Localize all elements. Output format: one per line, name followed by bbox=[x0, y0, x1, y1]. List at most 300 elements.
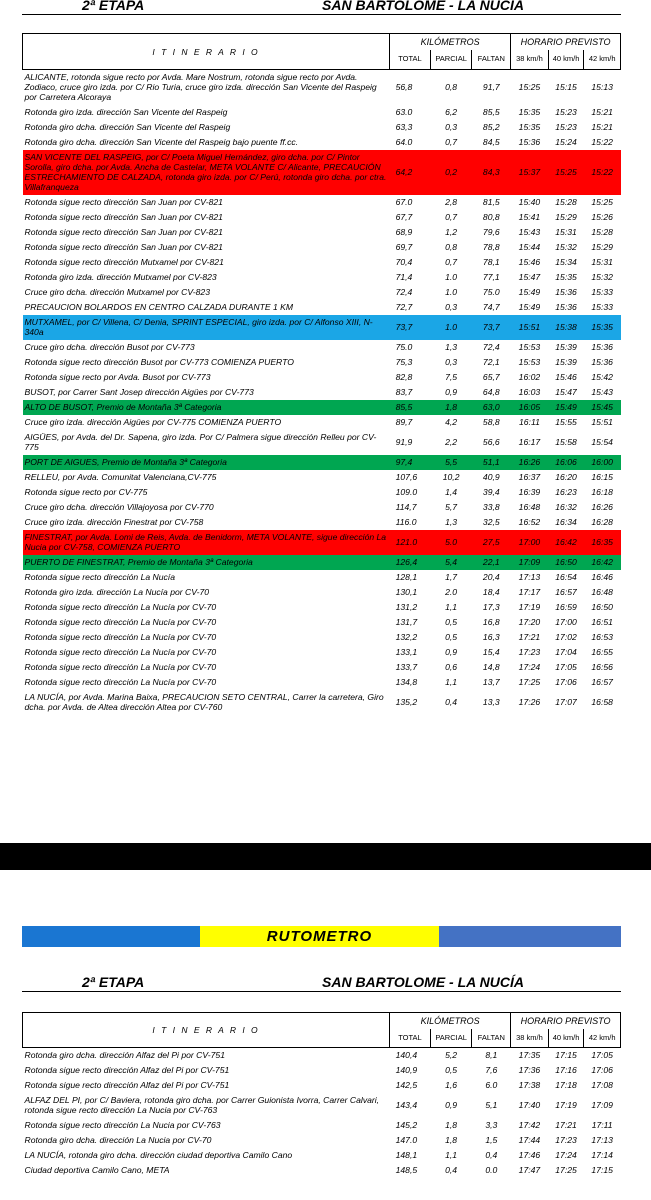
row-parcial: 0,7 bbox=[445, 212, 458, 222]
row-t42: 16:46 bbox=[591, 572, 613, 582]
row-t40: 17:15 bbox=[555, 1050, 577, 1061]
row-parcial: 1,3 bbox=[445, 342, 458, 352]
row-total: 72,4 bbox=[395, 287, 413, 297]
table-row bbox=[23, 1063, 621, 1078]
row-faltan: 84,3 bbox=[472, 150, 511, 195]
row-t38: 15:49 bbox=[518, 302, 541, 312]
row-parcial: 2.0 bbox=[445, 587, 458, 597]
row-description: Rotonda giro izda. dirección La Nucía por CV-70 bbox=[24, 587, 210, 597]
row-faltan: 72,4 bbox=[482, 342, 500, 352]
row-parcial: 0,4 bbox=[445, 697, 458, 707]
route-label: SAN BARTOLOME - LA NUCÍA bbox=[322, 974, 524, 990]
row-t38: 15:41 bbox=[518, 212, 541, 222]
table-row bbox=[23, 195, 621, 210]
row-t40: 16:42 bbox=[548, 530, 584, 555]
row-t38: 17:44 bbox=[518, 1135, 541, 1145]
row-total: 132,2 bbox=[395, 632, 418, 642]
row-t42: 16:53 bbox=[591, 632, 613, 642]
header-42kmh: 42 km/h bbox=[584, 50, 621, 70]
row-total: 134,8 bbox=[395, 677, 418, 687]
table-row bbox=[23, 690, 621, 715]
row-t38: 17:23 bbox=[518, 647, 541, 657]
row-t40: 16:32 bbox=[555, 502, 577, 512]
row-parcial: 0,5 bbox=[445, 617, 458, 627]
row-t40: 16:50 bbox=[548, 555, 584, 570]
row-t40: 17:05 bbox=[555, 662, 577, 672]
row-t38: 17:25 bbox=[518, 677, 541, 687]
row-parcial: 10,2 bbox=[442, 472, 460, 482]
row-description: Rotonda giro dcha. dirección La Nucia por CV-70 bbox=[24, 1135, 212, 1145]
row-t42: 16:51 bbox=[591, 617, 613, 627]
row-parcial: 0,8 bbox=[445, 242, 458, 252]
row-t40: 17:06 bbox=[555, 677, 577, 687]
row-t42: 16:42 bbox=[584, 555, 621, 570]
row-t42: 16:28 bbox=[591, 517, 613, 527]
row-t40: 17:16 bbox=[555, 1065, 577, 1075]
row-t40: 15:29 bbox=[555, 212, 577, 222]
table-body bbox=[23, 1048, 621, 1178]
row-total: 116.0 bbox=[395, 517, 417, 527]
row-t42: 15:28 bbox=[591, 227, 613, 237]
row-parcial: 0,3 bbox=[445, 357, 458, 367]
row-faltan: 5,1 bbox=[485, 1100, 498, 1110]
header-parcial: PARCIAL bbox=[430, 1029, 472, 1048]
row-parcial: 5,5 bbox=[430, 455, 472, 470]
stage-header bbox=[22, 0, 621, 15]
row-t42: 17:14 bbox=[591, 1150, 613, 1160]
row-t42: 15:45 bbox=[584, 400, 621, 415]
table-row bbox=[23, 430, 621, 455]
table-row bbox=[23, 400, 621, 415]
table-row bbox=[23, 355, 621, 370]
row-t42: 15:43 bbox=[591, 387, 613, 397]
row-total: 85,5 bbox=[390, 400, 431, 415]
row-total: 72,7 bbox=[395, 302, 413, 312]
row-t40: 15:34 bbox=[555, 257, 577, 267]
row-t40: 15:23 bbox=[555, 122, 577, 132]
row-total: 147.0 bbox=[395, 1135, 418, 1145]
row-t42: 15:42 bbox=[591, 372, 613, 382]
row-faltan: 7,6 bbox=[485, 1065, 498, 1075]
row-description: BUSOT, por Carrer Sant Josep dirección Aigües por CV-773 bbox=[24, 387, 254, 397]
table-row bbox=[23, 255, 621, 270]
row-parcial: 0,7 bbox=[445, 257, 458, 267]
row-t42: 16:35 bbox=[584, 530, 621, 555]
row-t38: 15:35 bbox=[518, 107, 541, 117]
row-t38: 16:02 bbox=[518, 372, 541, 382]
header-kilometros: KILÓMETROS bbox=[390, 1013, 511, 1029]
row-description: Rotonda sigue recto dirección La Nucia por CV-763 bbox=[24, 1120, 221, 1130]
row-t38: 17:17 bbox=[518, 587, 541, 597]
row-t38: 17:24 bbox=[518, 662, 541, 672]
row-parcial: 5,4 bbox=[430, 555, 472, 570]
row-description: FINESTRAT, por Avda. Lomi de Reis, Avda. de Benidorm, META VOLANTE, sigue dirección La Nucia por CV-758, COMIENZA PUERTO bbox=[23, 530, 390, 555]
row-description: Rotonda giro izda. dirección Mutxamel por CV-823 bbox=[24, 272, 217, 282]
row-description: Rotonda sigue recto dirección Busot por CV-773 COMIENZA PUERTO bbox=[24, 357, 294, 367]
row-faltan: 33,8 bbox=[482, 502, 500, 512]
table-header bbox=[23, 34, 621, 70]
table-row bbox=[23, 470, 621, 485]
table-row bbox=[23, 675, 621, 690]
row-t42: 17:05 bbox=[591, 1050, 613, 1061]
row-faltan: 51,1 bbox=[472, 455, 511, 470]
row-parcial: 0,4 bbox=[445, 1165, 458, 1175]
row-total: 107,6 bbox=[395, 472, 418, 482]
row-total: 73,7 bbox=[390, 315, 431, 340]
row-t40: 17:04 bbox=[555, 647, 577, 657]
table-row bbox=[23, 385, 621, 400]
page-divider bbox=[0, 843, 651, 870]
row-total: 67,7 bbox=[395, 212, 413, 222]
table-row bbox=[23, 500, 621, 515]
row-t38: 15:51 bbox=[511, 315, 549, 340]
header-horario: HORARIO PREVISTO bbox=[511, 1013, 621, 1029]
row-faltan: 79,6 bbox=[482, 227, 500, 237]
row-t38: 15:47 bbox=[518, 272, 541, 282]
row-total: 91,9 bbox=[395, 437, 413, 447]
header-faltan: FALTAN bbox=[472, 1029, 511, 1048]
table-row bbox=[23, 1048, 621, 1063]
row-t38: 15:25 bbox=[518, 82, 541, 93]
row-t42: 17:11 bbox=[591, 1120, 613, 1130]
row-t38: 17:42 bbox=[518, 1120, 541, 1130]
banner-left-block bbox=[22, 926, 200, 947]
header-38kmh: 38 km/h bbox=[511, 50, 549, 70]
row-t40: 15:58 bbox=[555, 437, 577, 447]
row-parcial: 1,4 bbox=[445, 487, 458, 497]
row-faltan: 85,2 bbox=[482, 122, 500, 132]
row-t40: 15:49 bbox=[548, 400, 584, 415]
row-t42: 16:15 bbox=[591, 472, 613, 482]
row-description: Rotonda giro dcha. dirección Alfaz del Pi por CV-751 bbox=[24, 1050, 225, 1061]
row-t42: 15:33 bbox=[591, 287, 613, 297]
row-total: 82,8 bbox=[395, 372, 413, 382]
row-t38: 16:39 bbox=[518, 487, 541, 497]
row-t40: 15:47 bbox=[555, 387, 577, 397]
row-parcial: 6,2 bbox=[445, 107, 458, 117]
row-t40: 17:00 bbox=[555, 617, 577, 627]
table-row bbox=[23, 340, 621, 355]
row-faltan: 78,1 bbox=[482, 257, 500, 267]
row-faltan: 81,5 bbox=[482, 197, 500, 207]
row-total: 114,7 bbox=[395, 502, 417, 512]
table-row bbox=[23, 240, 621, 255]
row-t38: 15:40 bbox=[518, 197, 541, 207]
row-parcial: 1,1 bbox=[445, 677, 458, 687]
row-faltan: 16,8 bbox=[482, 617, 500, 627]
table-row bbox=[23, 1163, 621, 1178]
row-t38: 16:48 bbox=[518, 502, 541, 512]
row-t40: 17:25 bbox=[555, 1165, 577, 1175]
row-parcial: 1,8 bbox=[445, 1135, 458, 1145]
row-description: Rotonda giro dcha. dirección San Vicente del Raspeig bbox=[24, 122, 231, 132]
row-total: 64.0 bbox=[395, 137, 413, 147]
row-faltan: 40,9 bbox=[482, 472, 500, 482]
table-row bbox=[23, 1093, 621, 1118]
row-t38: 15:35 bbox=[518, 122, 541, 132]
row-parcial: 1,7 bbox=[445, 572, 458, 582]
table-header bbox=[23, 1013, 621, 1048]
row-t42: 16:26 bbox=[591, 502, 613, 512]
table-row bbox=[23, 150, 621, 195]
row-faltan: 65,7 bbox=[482, 372, 500, 382]
row-t38: 16:03 bbox=[518, 387, 541, 397]
row-t40: 16:59 bbox=[555, 602, 577, 612]
row-total: 128,1 bbox=[395, 572, 418, 582]
banner-title: RUTOMETRO bbox=[200, 926, 439, 947]
header-40kmh: 40 km/h bbox=[548, 1029, 584, 1048]
row-t40: 17:02 bbox=[555, 632, 577, 642]
row-total: 75,3 bbox=[395, 357, 413, 367]
row-t42: 15:36 bbox=[591, 342, 613, 352]
row-parcial: 5,7 bbox=[445, 502, 458, 512]
row-t38: 16:26 bbox=[511, 455, 549, 470]
row-t42: 16:48 bbox=[591, 587, 613, 597]
table-row bbox=[23, 615, 621, 630]
row-description: Rotonda sigue recto dirección La Nucía por CV-70 bbox=[24, 647, 217, 657]
row-description: Rotonda sigue recto dirección La Nucía por CV-70 bbox=[24, 677, 217, 687]
row-faltan: 56,6 bbox=[482, 437, 500, 447]
row-parcial: 1,6 bbox=[445, 1080, 458, 1090]
row-parcial: 0,3 bbox=[445, 122, 458, 132]
row-description: Rotonda giro izda. dirección San Vicente del Raspeig bbox=[24, 107, 228, 117]
row-faltan: 1,5 bbox=[485, 1135, 498, 1145]
row-parcial: 0,2 bbox=[430, 150, 472, 195]
row-parcial: 0,6 bbox=[445, 662, 458, 672]
row-t40: 15:36 bbox=[555, 287, 577, 297]
row-t42: 15:21 bbox=[591, 122, 613, 132]
row-description: Rotonda sigue recto dirección La Nucía por CV-70 bbox=[24, 662, 217, 672]
row-total: 67.0 bbox=[395, 197, 413, 207]
row-total: 97,4 bbox=[390, 455, 431, 470]
row-t40: 15:28 bbox=[555, 197, 577, 207]
row-t42: 15:13 bbox=[591, 82, 613, 93]
row-description: Rotonda sigue recto dirección La Nucía bbox=[24, 572, 175, 582]
header-itinerario: I T I N E R A R I O bbox=[23, 1013, 390, 1048]
row-parcial: 0,8 bbox=[445, 82, 458, 93]
row-parcial: 0,9 bbox=[445, 1100, 458, 1110]
row-faltan: 84,5 bbox=[482, 137, 500, 147]
row-faltan: 22,1 bbox=[472, 555, 511, 570]
row-faltan: 78,8 bbox=[482, 242, 500, 252]
row-t42: 15:51 bbox=[591, 417, 613, 427]
row-t42: 15:21 bbox=[591, 107, 613, 117]
row-t40: 15:46 bbox=[555, 372, 577, 382]
row-t42: 16:55 bbox=[591, 647, 613, 657]
row-description: Rotonda sigue recto por CV-775 bbox=[24, 487, 148, 497]
row-faltan: 16,3 bbox=[482, 632, 500, 642]
row-parcial: 1,1 bbox=[445, 1150, 458, 1160]
table-row bbox=[23, 530, 621, 555]
row-t42: 17:15 bbox=[591, 1165, 613, 1175]
row-parcial: 1,8 bbox=[430, 400, 472, 415]
stage-header-2 bbox=[22, 974, 621, 992]
row-t38: 17:40 bbox=[518, 1100, 541, 1110]
row-description: LA NUCÍA, por Avda. Marina Baixa, PRECAUCION SETO CENTRAL, Carrer la carretera, Giro dcha. por Avda. de Altea dirección Altea por CV-760 bbox=[24, 692, 384, 712]
table-row bbox=[23, 485, 621, 500]
header-40kmh: 40 km/h bbox=[548, 50, 584, 70]
row-description: Rotonda sigue recto dirección La Nucía por CV-70 bbox=[24, 617, 217, 627]
table-row bbox=[23, 1078, 621, 1093]
row-parcial: 4,2 bbox=[445, 417, 458, 427]
table-row bbox=[23, 570, 621, 585]
header-42kmh: 42 km/h bbox=[584, 1029, 621, 1048]
row-faltan: 13,3 bbox=[482, 697, 500, 707]
row-description: ALICANTE, rotonda sigue recto por Avda. Mare Nostrum, rotonda sigue recto por Avda. Zodiaco, cruce giro izda. por C/ Rio Turia, cruce giro izda. dirección San Vicente del Raspeig por Carretera Alcoraya bbox=[24, 72, 377, 103]
row-faltan: 18,4 bbox=[482, 587, 500, 597]
table-row bbox=[23, 515, 621, 530]
row-total: 63,3 bbox=[395, 122, 413, 132]
row-description: Rotonda giro dcha. dirección San Vicente del Raspeig bajo puente ff.cc. bbox=[24, 137, 299, 147]
row-faltan: 74,7 bbox=[482, 302, 500, 312]
row-t42: 15:31 bbox=[591, 257, 613, 267]
row-parcial: 5.0 bbox=[430, 530, 472, 555]
row-t40: 15:39 bbox=[555, 357, 577, 367]
row-t40: 15:32 bbox=[555, 242, 577, 252]
row-description: Cruce giro dcha. dirección Busot por CV-773 bbox=[24, 342, 195, 352]
row-description: Rotonda sigue recto dirección La Nucía por CV-70 bbox=[24, 632, 217, 642]
row-parcial: 1.0 bbox=[445, 272, 458, 282]
row-t40: 16:34 bbox=[555, 517, 577, 527]
table-row bbox=[23, 1118, 621, 1133]
header-total: TOTAL bbox=[390, 50, 431, 70]
table-row bbox=[23, 600, 621, 615]
row-total: 142,5 bbox=[395, 1080, 418, 1090]
header-38kmh: 38 km/h bbox=[511, 1029, 549, 1048]
row-t40: 15:38 bbox=[548, 315, 584, 340]
table-row bbox=[23, 300, 621, 315]
row-total: 131,7 bbox=[395, 617, 418, 627]
row-parcial: 0,7 bbox=[445, 137, 458, 147]
row-total: 70,4 bbox=[395, 257, 413, 267]
row-faltan: 20,4 bbox=[482, 572, 500, 582]
row-description: Rotonda sigue recto dirección La Nucía por CV-70 bbox=[24, 602, 217, 612]
row-t38: 17:35 bbox=[518, 1050, 541, 1061]
row-faltan: 85,5 bbox=[482, 107, 500, 117]
row-faltan: 73,7 bbox=[472, 315, 511, 340]
row-faltan: 3,3 bbox=[485, 1120, 498, 1130]
row-description: SAN VICENTE DEL RASPEIG, por C/ Poeta Miguel Hernández, giro dcha. por C/ Pintor Sorolla, giro dcha. por Avda. Ancha de Castelar, META VOLANTE C/ Alicante, PRECAUCIÓN ESTRECHAMIENTO DE CALZADA, rotonda giro izda. por C/ Perú, rotonda giro dcha. por ctra. Villafranqueza bbox=[23, 150, 390, 195]
row-t38: 17:21 bbox=[518, 632, 541, 642]
row-t42: 16:58 bbox=[591, 697, 613, 707]
row-faltan: 58,8 bbox=[482, 417, 500, 427]
row-description: Cruce giro dcha. dirección Villajoyosa por CV-770 bbox=[24, 502, 214, 512]
row-t40: 17:19 bbox=[555, 1100, 577, 1110]
row-t38: 15:49 bbox=[518, 287, 541, 297]
table-row bbox=[23, 370, 621, 385]
row-t38: 17:38 bbox=[518, 1080, 541, 1090]
row-t38: 15:44 bbox=[518, 242, 541, 252]
row-description: Rotonda sigue recto dirección Mutxamel por CV-821 bbox=[24, 257, 224, 267]
row-t40: 15:55 bbox=[555, 417, 577, 427]
row-faltan: 6.0 bbox=[485, 1080, 498, 1090]
row-description: Rotonda sigue recto por Avda. Busot por CV-773 bbox=[24, 372, 211, 382]
row-faltan: 15,4 bbox=[482, 647, 500, 657]
header-total: TOTAL bbox=[390, 1029, 431, 1048]
table-row bbox=[23, 630, 621, 645]
row-t40: 15:15 bbox=[555, 82, 577, 93]
header-faltan: FALTAN bbox=[472, 50, 511, 70]
row-parcial: 1,1 bbox=[445, 602, 458, 612]
row-t40: 15:23 bbox=[555, 107, 577, 117]
stage-label: 2ª ETAPA bbox=[82, 974, 145, 990]
table-row bbox=[23, 270, 621, 285]
row-t38: 16:11 bbox=[519, 417, 540, 427]
row-faltan: 0,4 bbox=[485, 1150, 498, 1160]
row-total: 148,5 bbox=[395, 1165, 418, 1175]
row-t42: 17:13 bbox=[591, 1135, 613, 1145]
row-total: 140,4 bbox=[395, 1050, 418, 1061]
row-description: Cruce giro izda. dirección Finestrat por CV-758 bbox=[24, 517, 204, 527]
row-faltan: 80,8 bbox=[482, 212, 500, 222]
row-t40: 15:36 bbox=[555, 302, 577, 312]
row-total: 68,9 bbox=[395, 227, 413, 237]
row-parcial: 0,9 bbox=[445, 387, 458, 397]
row-t38: 17:00 bbox=[511, 530, 549, 555]
table-row bbox=[23, 285, 621, 300]
table-row bbox=[23, 120, 621, 135]
row-t42: 17:09 bbox=[591, 1100, 613, 1110]
table-row bbox=[23, 315, 621, 340]
row-faltan: 13,7 bbox=[482, 677, 500, 687]
row-parcial: 1,3 bbox=[445, 517, 458, 527]
row-total: 56,8 bbox=[395, 82, 413, 93]
row-t38: 15:36 bbox=[518, 137, 541, 147]
row-total: 131,2 bbox=[395, 602, 418, 612]
row-description: Ciudad deportiva Camilo Cano, META bbox=[24, 1165, 170, 1175]
table-row bbox=[23, 645, 621, 660]
row-t38: 17:26 bbox=[518, 697, 541, 707]
row-total: 148,1 bbox=[395, 1150, 418, 1160]
row-t40: 15:31 bbox=[555, 227, 577, 237]
row-parcial: 7,5 bbox=[445, 372, 458, 382]
table-body bbox=[23, 70, 621, 715]
row-description: Rotonda sigue recto dirección San Juan por CV-821 bbox=[24, 212, 223, 222]
row-t42: 15:35 bbox=[584, 315, 621, 340]
row-t42: 15:29 bbox=[591, 242, 613, 252]
table-row bbox=[23, 135, 621, 150]
row-t42: 16:57 bbox=[591, 677, 613, 687]
row-t38: 17:20 bbox=[518, 617, 541, 627]
row-t38: 17:13 bbox=[518, 572, 541, 582]
row-t38: 17:36 bbox=[518, 1065, 541, 1075]
row-parcial: 0,9 bbox=[445, 647, 458, 657]
header-kilometros: KILÓMETROS bbox=[390, 34, 511, 50]
row-total: 89,7 bbox=[395, 417, 413, 427]
row-t42: 15:32 bbox=[591, 272, 613, 282]
row-faltan: 0.0 bbox=[485, 1165, 498, 1175]
row-description: RELLEU, por Avda. Comunitat Valenciana,CV-775 bbox=[24, 472, 217, 482]
header-itinerario: I T I N E R A R I O bbox=[23, 34, 390, 70]
row-t38: 15:53 bbox=[518, 357, 541, 367]
row-t42: 15:54 bbox=[591, 437, 613, 447]
header-horario: HORARIO PREVISTO bbox=[511, 34, 621, 50]
row-faltan: 17,3 bbox=[482, 602, 500, 612]
row-faltan: 77,1 bbox=[482, 272, 500, 282]
row-faltan: 14,8 bbox=[482, 662, 500, 672]
table-row bbox=[23, 1148, 621, 1163]
row-t42: 16:18 bbox=[591, 487, 613, 497]
row-faltan: 63,0 bbox=[472, 400, 511, 415]
row-t42: 15:22 bbox=[584, 150, 621, 195]
row-t42: 16:50 bbox=[591, 602, 613, 612]
stage-label: 2ª ETAPA bbox=[82, 0, 145, 13]
row-t38: 17:46 bbox=[518, 1150, 541, 1160]
row-total: 133,1 bbox=[395, 647, 418, 657]
row-t38: 15:37 bbox=[511, 150, 549, 195]
row-parcial: 1,2 bbox=[445, 227, 458, 237]
row-description: AIGÜES, por Avda. del Dr. Sapena, giro izda. Por C/ Palmera sigue dirección Relleu por CV- 775 bbox=[24, 432, 377, 452]
